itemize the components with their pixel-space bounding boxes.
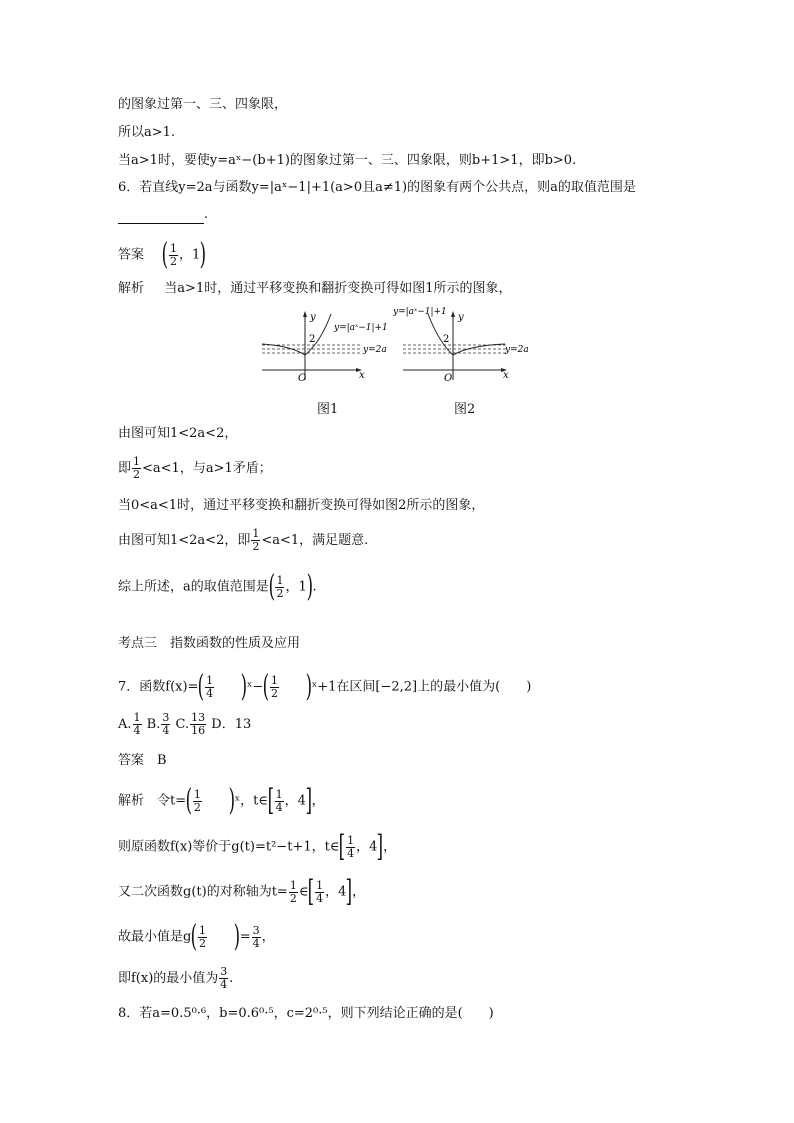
option-a: A. $\frac{1}{4}$	[118, 711, 141, 737]
answer-6: 答案 ( $\frac{1}{2}$ ，1)	[118, 237, 207, 272]
figure-1-caption: 图1	[317, 402, 339, 417]
fig2-curve-label: y=|aˣ−1|+1	[393, 307, 447, 317]
fig1-line-label: y=2a	[363, 345, 387, 355]
text-line-3: 当a>1时，要使y=aˣ−(b+1)的图象过第一、三、四象限，则b+1>1，即b>0.	[118, 153, 577, 168]
answer-blank	[118, 210, 204, 224]
analysis-line-2: 由图可知1<2a<2，	[118, 426, 238, 441]
fig2-origin-label: O	[444, 373, 453, 384]
question-7-options	[118, 712, 251, 737]
fig2-two-label: 2	[443, 334, 450, 345]
figure-2-caption: 图2	[454, 402, 476, 417]
fig2-y-label: y	[458, 312, 464, 323]
fraction-half: $\frac{1}{2}$	[252, 527, 260, 553]
option-c: C. $\frac{13}{16}$	[175, 711, 206, 737]
option-d: D．13	[211, 717, 252, 732]
fig1-two-label: 2	[309, 334, 316, 345]
solution-7-line-2: 则原函数f(x)等价于g(t)=t²−t+1，t∈[ $\frac{1}{4}$ ，4]，	[118, 829, 397, 864]
question-6: 6．若直线y=2a与函数y=|aˣ−1|+1(a>0且a≠1)的图象有两个公共点，则a的取值范围是	[118, 180, 636, 195]
option-b: B. $\frac{3}{4}$	[146, 711, 170, 737]
fraction-half: $\frac{1}{2}$	[133, 455, 141, 481]
question-8: 8．若a=0.5⁰·⁶，b=0.6⁰·⁵，c=2⁰·⁵，则下列结论正确的是( )	[118, 1006, 494, 1021]
fraction-half: $\frac{1}{2}$	[170, 241, 178, 268]
solution-7-line-4: 故最小值是g( $\frac{1}{2}$ )= $\frac{3}{4}$ ，	[118, 919, 275, 954]
text-line-2: 所以a>1.	[118, 125, 176, 140]
question-7: 7．函数f(x)=( $\frac{1}{4}$ )ˣ−( $\frac{1}{2}$ )ˣ+1在区间[−2,2]上的最小值为( )	[118, 669, 532, 704]
section-title: 考点三 指数函数的性质及应用	[118, 636, 301, 651]
analysis-line-4: 当0<a<1时，通过平移变换和翻折变换可得如图2所示的图象，	[118, 498, 485, 513]
solution-7-line-5: 即f(x)的最小值为 $\frac{3}{4}$ .	[118, 965, 234, 991]
answer-label: 答案	[118, 247, 145, 263]
fig1-y-label: y	[310, 312, 316, 323]
analysis-label: 解析	[118, 281, 145, 296]
fig2-line-label: y=2a	[505, 345, 529, 355]
analysis-line-3: 即 $\frac{1}{2}$ <a<1，与a>1矛盾；	[118, 455, 272, 481]
figure-2	[393, 304, 538, 388]
solution-7-line-3: 又二次函数g(t)的对称轴为t= $\frac{1}{2}$ ∈[ $\frac{1}{4}$ ，4]，	[118, 874, 366, 909]
fig1-curve-label: y=|aˣ−1|+1	[334, 323, 388, 333]
fig2-x-label: x	[503, 370, 509, 381]
figure-1	[258, 308, 403, 388]
fig1-origin-label: O	[298, 373, 307, 384]
solution-7-line-1: 解析 令t=( $\frac{1}{2}$ )ˣ，t∈[ $\frac{1}{4}$ ，4]，	[118, 783, 325, 818]
question-6-blank: .	[118, 206, 208, 224]
text-line-1: 的图象过第一、三、四象限，	[118, 97, 288, 112]
analysis-line-5: 由图可知1<2a<2，即 $\frac{1}{2}$ <a<1，满足题意.	[118, 527, 369, 553]
answer-7: 答案 B	[118, 753, 167, 768]
analysis-line-1: 解析 当a>1时，通过平移变换和翻折变换可得如图1所示的图象，	[118, 281, 512, 296]
analysis-conclusion: 综上所述，a的取值范围是( $\frac{1}{2}$ ，1).	[118, 569, 317, 604]
fraction-half: $\frac{1}{2}$	[276, 573, 284, 600]
fig1-x-label: x	[359, 370, 365, 381]
